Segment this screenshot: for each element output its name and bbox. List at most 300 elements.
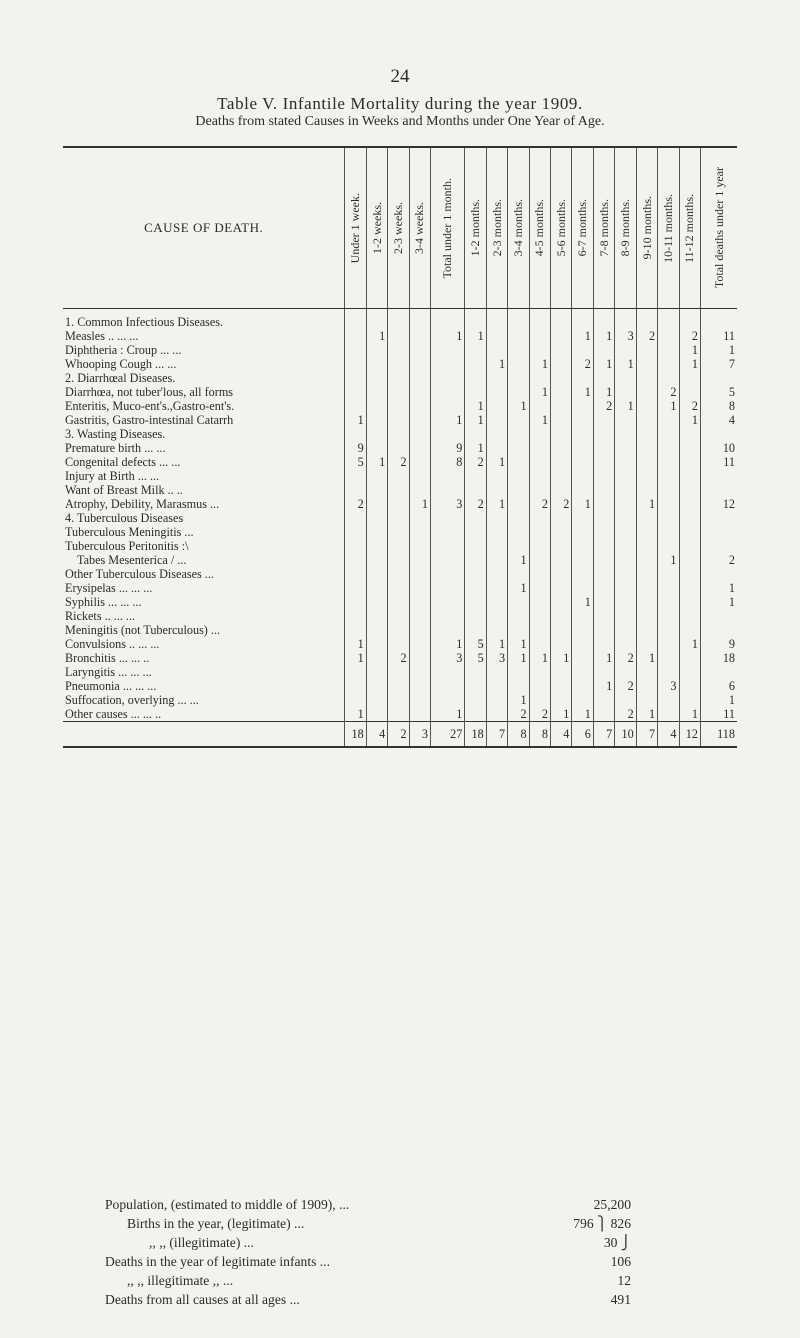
count-cell — [345, 609, 366, 623]
count-cell — [700, 623, 737, 637]
count-cell — [366, 679, 387, 693]
count-cell — [409, 595, 430, 609]
table-row — [63, 455, 737, 469]
table-row — [63, 469, 737, 483]
count-cell — [486, 595, 507, 609]
count-cell — [529, 553, 550, 567]
count-cell — [345, 357, 366, 371]
count-cell — [658, 343, 679, 357]
count-cell: 1 — [529, 357, 550, 371]
count-cell: 1 — [658, 553, 679, 567]
table-title: Table V. Infantile Mortality during the year 1909. — [217, 94, 583, 113]
count-cell — [366, 623, 387, 637]
column-header-label: 9-10 months. — [639, 196, 654, 260]
count-cell — [366, 399, 387, 413]
count-cell — [431, 567, 465, 581]
count-cell — [409, 413, 430, 427]
count-cell — [529, 309, 550, 330]
table-body — [63, 309, 737, 722]
count-cell — [508, 469, 529, 483]
column-header-label: 5-6 months. — [553, 199, 568, 257]
total-cell: 4 — [366, 722, 387, 748]
count-cell — [529, 469, 550, 483]
count-cell — [658, 623, 679, 637]
count-cell — [636, 525, 657, 539]
count-cell — [636, 343, 657, 357]
count-cell — [465, 371, 486, 385]
total-cell: 4 — [658, 722, 679, 748]
count-cell: 2 — [700, 553, 737, 567]
count-cell — [366, 665, 387, 679]
count-cell — [486, 553, 507, 567]
count-cell — [636, 455, 657, 469]
total-cell: 18 — [465, 722, 486, 748]
count-cell — [431, 385, 465, 399]
count-cell — [658, 441, 679, 455]
count-cell — [679, 511, 700, 525]
count-cell — [366, 427, 387, 441]
count-cell — [388, 567, 409, 581]
count-cell — [529, 679, 550, 693]
count-cell — [572, 665, 593, 679]
count-cell — [550, 329, 571, 343]
count-cell — [593, 525, 614, 539]
count-cell — [550, 343, 571, 357]
count-cell: 5 — [465, 637, 486, 651]
count-cell — [572, 413, 593, 427]
table-row — [63, 665, 737, 679]
total-cell: 7 — [636, 722, 657, 748]
column-header — [508, 147, 529, 309]
count-cell — [679, 609, 700, 623]
count-cell — [636, 511, 657, 525]
count-cell — [366, 385, 387, 399]
count-cell — [409, 609, 430, 623]
count-cell — [700, 483, 737, 497]
cause-label: Diarrhœa, not tuber'lous, all forms — [65, 385, 234, 399]
count-cell — [593, 343, 614, 357]
column-header — [636, 147, 657, 309]
mortality-table — [63, 146, 737, 748]
count-cell — [636, 399, 657, 413]
cause-label: Tuberculous Meningitis ... — [65, 525, 194, 539]
count-cell — [700, 469, 737, 483]
total-cell: 6 — [572, 722, 593, 748]
count-cell — [409, 553, 430, 567]
summary-label: Deaths in the year of legitimate infants ... — [105, 1254, 330, 1269]
count-cell — [550, 399, 571, 413]
count-cell — [679, 553, 700, 567]
count-cell — [409, 511, 430, 525]
count-cell — [431, 581, 465, 595]
count-cell — [529, 567, 550, 581]
count-cell — [636, 595, 657, 609]
count-cell — [550, 581, 571, 595]
count-cell — [636, 385, 657, 399]
count-cell — [345, 511, 366, 525]
count-cell — [508, 595, 529, 609]
count-cell — [550, 441, 571, 455]
count-cell — [465, 427, 486, 441]
count-cell — [486, 329, 507, 343]
column-header — [366, 147, 387, 309]
count-cell — [529, 455, 550, 469]
column-header — [550, 147, 571, 309]
count-cell — [465, 581, 486, 595]
count-cell: 2 — [615, 651, 636, 665]
count-cell: 9 — [700, 637, 737, 651]
count-cell — [508, 413, 529, 427]
count-cell — [529, 483, 550, 497]
count-cell: 18 — [700, 651, 737, 665]
count-cell — [465, 309, 486, 330]
count-cell — [572, 483, 593, 497]
count-cell — [572, 371, 593, 385]
count-cell — [550, 385, 571, 399]
count-cell — [529, 399, 550, 413]
cause-label: 3. Wasting Diseases. — [65, 427, 166, 441]
count-cell — [388, 511, 409, 525]
count-cell: 2 — [636, 329, 657, 343]
column-header-label: 7-8 months. — [596, 199, 611, 257]
count-cell — [529, 539, 550, 553]
count-cell — [465, 539, 486, 553]
count-cell — [366, 707, 387, 722]
count-cell — [615, 343, 636, 357]
summary-row — [105, 1195, 665, 1214]
count-cell — [593, 637, 614, 651]
count-cell — [636, 679, 657, 693]
column-header-label: Under 1 week. — [348, 192, 363, 264]
count-cell — [615, 469, 636, 483]
count-cell: 1 — [572, 385, 593, 399]
column-header — [486, 147, 507, 309]
count-cell — [366, 595, 387, 609]
count-cell — [388, 595, 409, 609]
count-cell: 1 — [593, 651, 614, 665]
cause-label: Injury at Birth ... ... — [65, 469, 160, 483]
count-cell — [679, 595, 700, 609]
count-cell — [388, 693, 409, 707]
count-cell — [593, 455, 614, 469]
count-cell — [508, 441, 529, 455]
summary-label: Population, (estimated to middle of 1909), ... — [105, 1197, 350, 1212]
count-cell — [636, 469, 657, 483]
count-cell — [679, 385, 700, 399]
count-cell — [465, 679, 486, 693]
count-cell — [486, 623, 507, 637]
count-cell — [486, 679, 507, 693]
count-cell — [366, 441, 387, 455]
count-cell: 1 — [658, 399, 679, 413]
count-cell — [593, 497, 614, 511]
count-cell — [572, 679, 593, 693]
count-cell — [366, 581, 387, 595]
count-cell — [615, 511, 636, 525]
count-cell — [550, 469, 571, 483]
population-summary — [105, 1195, 665, 1309]
count-cell — [409, 343, 430, 357]
count-cell — [409, 357, 430, 371]
count-cell — [388, 581, 409, 595]
count-cell — [572, 441, 593, 455]
count-cell — [388, 679, 409, 693]
count-cell — [486, 371, 507, 385]
count-cell — [615, 637, 636, 651]
count-cell: 2 — [529, 497, 550, 511]
table-row — [63, 595, 737, 609]
count-cell — [486, 567, 507, 581]
count-cell — [388, 497, 409, 511]
column-header-label: Total deaths under 1 year — [711, 167, 726, 289]
total-cell: 2 — [388, 722, 409, 748]
count-cell: 1 — [366, 455, 387, 469]
cause-label: 4. Tuberculous Diseases — [65, 511, 184, 525]
count-cell — [593, 413, 614, 427]
total-cell: 3 — [409, 722, 430, 748]
count-cell — [366, 309, 387, 330]
totals-label-cell — [63, 722, 345, 748]
count-cell: 1 — [345, 413, 366, 427]
count-cell: 1 — [431, 329, 465, 343]
cause-label: Convulsions .. ... ... — [65, 637, 160, 651]
count-cell — [658, 637, 679, 651]
count-cell — [486, 511, 507, 525]
count-cell — [658, 651, 679, 665]
count-cell — [679, 455, 700, 469]
count-cell — [658, 539, 679, 553]
column-header-label: 11-12 months. — [682, 193, 697, 263]
count-cell — [550, 679, 571, 693]
count-cell — [550, 595, 571, 609]
count-cell: 2 — [679, 399, 700, 413]
count-cell — [636, 623, 657, 637]
cause-label: 2. Diarrhœal Diseases. — [65, 371, 176, 385]
count-cell — [486, 609, 507, 623]
count-cell — [409, 427, 430, 441]
count-cell — [431, 357, 465, 371]
count-cell — [679, 651, 700, 665]
count-cell — [572, 455, 593, 469]
count-cell: 1 — [615, 357, 636, 371]
count-cell: 2 — [388, 455, 409, 469]
count-cell — [615, 497, 636, 511]
count-cell — [486, 399, 507, 413]
total-cell: 27 — [431, 722, 465, 748]
count-cell: 1 — [486, 497, 507, 511]
count-cell — [345, 399, 366, 413]
count-cell — [529, 693, 550, 707]
count-cell — [593, 707, 614, 722]
count-cell — [700, 665, 737, 679]
count-cell — [615, 413, 636, 427]
count-cell — [508, 427, 529, 441]
count-cell — [593, 539, 614, 553]
count-cell — [486, 581, 507, 595]
count-cell — [550, 357, 571, 371]
count-cell: 1 — [593, 679, 614, 693]
mortality-table-container — [63, 146, 737, 748]
count-cell — [409, 385, 430, 399]
count-cell: 1 — [366, 329, 387, 343]
count-cell — [572, 427, 593, 441]
count-cell — [508, 609, 529, 623]
count-cell — [345, 623, 366, 637]
count-cell — [388, 427, 409, 441]
count-cell — [431, 609, 465, 623]
count-cell — [700, 525, 737, 539]
table-row — [63, 651, 737, 665]
table-row — [63, 357, 737, 371]
count-cell — [529, 441, 550, 455]
count-cell — [615, 581, 636, 595]
table-row — [63, 343, 737, 357]
count-cell — [345, 679, 366, 693]
cause-label: Diphtheria : Croup ... ... — [65, 343, 182, 357]
count-cell — [486, 707, 507, 722]
cause-label: Syphilis ... ... ... — [65, 595, 142, 609]
count-cell — [345, 371, 366, 385]
count-cell — [636, 637, 657, 651]
count-cell — [529, 371, 550, 385]
table-row — [63, 707, 737, 722]
total-cell: 10 — [615, 722, 636, 748]
count-cell — [529, 595, 550, 609]
count-cell — [636, 693, 657, 707]
total-cell: 7 — [486, 722, 507, 748]
count-cell — [465, 609, 486, 623]
count-cell — [593, 427, 614, 441]
count-cell: 1 — [679, 357, 700, 371]
count-cell: 3 — [486, 651, 507, 665]
count-cell: 11 — [700, 329, 737, 343]
count-cell: 1 — [508, 637, 529, 651]
column-header — [679, 147, 700, 309]
count-cell — [679, 539, 700, 553]
count-cell — [679, 623, 700, 637]
count-cell — [486, 525, 507, 539]
column-header-label: 8-9 months. — [618, 199, 633, 257]
count-cell — [636, 581, 657, 595]
count-cell — [572, 469, 593, 483]
count-cell — [593, 511, 614, 525]
count-cell — [409, 539, 430, 553]
count-cell — [486, 309, 507, 330]
count-cell — [388, 371, 409, 385]
count-cell — [388, 609, 409, 623]
count-cell — [679, 441, 700, 455]
count-cell — [529, 427, 550, 441]
count-cell — [388, 525, 409, 539]
count-cell — [636, 483, 657, 497]
count-cell — [388, 623, 409, 637]
table-row — [63, 497, 737, 511]
column-header — [700, 147, 737, 309]
table-row — [63, 399, 737, 413]
count-cell: 1 — [700, 343, 737, 357]
count-cell — [465, 469, 486, 483]
count-cell — [593, 483, 614, 497]
count-cell: 1 — [636, 707, 657, 722]
count-cell — [636, 441, 657, 455]
count-cell: 2 — [465, 497, 486, 511]
count-cell: 8 — [700, 399, 737, 413]
summary-label: ,, ,, (illegitimate) ... — [149, 1235, 254, 1250]
page-number: 24 — [390, 66, 410, 87]
summary-row — [105, 1214, 665, 1233]
count-cell: 2 — [508, 707, 529, 722]
count-cell — [508, 665, 529, 679]
count-cell: 1 — [550, 707, 571, 722]
count-cell — [508, 309, 529, 330]
column-header — [529, 147, 550, 309]
table-row — [63, 309, 737, 330]
count-cell — [345, 427, 366, 441]
count-cell: 1 — [572, 329, 593, 343]
count-cell — [529, 329, 550, 343]
count-cell — [615, 665, 636, 679]
table-subtitle: Deaths from stated Causes in Weeks and Months under One Year of Age. — [195, 114, 605, 129]
count-cell — [615, 553, 636, 567]
count-cell: 1 — [508, 581, 529, 595]
count-cell — [508, 329, 529, 343]
count-cell — [593, 609, 614, 623]
table-header-row — [63, 147, 737, 309]
count-cell — [508, 343, 529, 357]
count-cell: 1 — [345, 707, 366, 722]
column-header-label: 3-4 months. — [511, 199, 526, 257]
count-cell: 2 — [593, 399, 614, 413]
cause-header: CAUSE OF DEATH. — [63, 147, 345, 309]
count-cell — [550, 665, 571, 679]
count-cell — [615, 371, 636, 385]
table-row — [63, 483, 737, 497]
count-cell — [409, 525, 430, 539]
count-cell — [366, 693, 387, 707]
count-cell — [465, 665, 486, 679]
summary-value: 491 — [610, 1292, 631, 1307]
count-cell — [366, 553, 387, 567]
summary-label: Deaths from all causes at all ages ... — [105, 1292, 300, 1307]
count-cell — [431, 343, 465, 357]
count-cell — [700, 539, 737, 553]
column-header — [615, 147, 636, 309]
column-header — [431, 147, 465, 309]
count-cell — [636, 539, 657, 553]
count-cell — [508, 525, 529, 539]
count-cell — [593, 441, 614, 455]
count-cell — [658, 707, 679, 722]
count-cell — [409, 693, 430, 707]
count-cell — [366, 539, 387, 553]
count-cell — [593, 553, 614, 567]
count-cell — [366, 525, 387, 539]
count-cell — [572, 623, 593, 637]
count-cell: 1 — [529, 385, 550, 399]
column-header — [658, 147, 679, 309]
summary-row — [105, 1233, 665, 1252]
count-cell — [679, 693, 700, 707]
count-cell — [593, 469, 614, 483]
count-cell — [345, 581, 366, 595]
count-cell: 1 — [679, 343, 700, 357]
total-cell: 18 — [345, 722, 366, 748]
cause-label: Atrophy, Debility, Marasmus ... — [65, 497, 220, 511]
count-cell — [572, 539, 593, 553]
count-cell — [366, 483, 387, 497]
count-cell: 1 — [593, 385, 614, 399]
count-cell — [658, 497, 679, 511]
